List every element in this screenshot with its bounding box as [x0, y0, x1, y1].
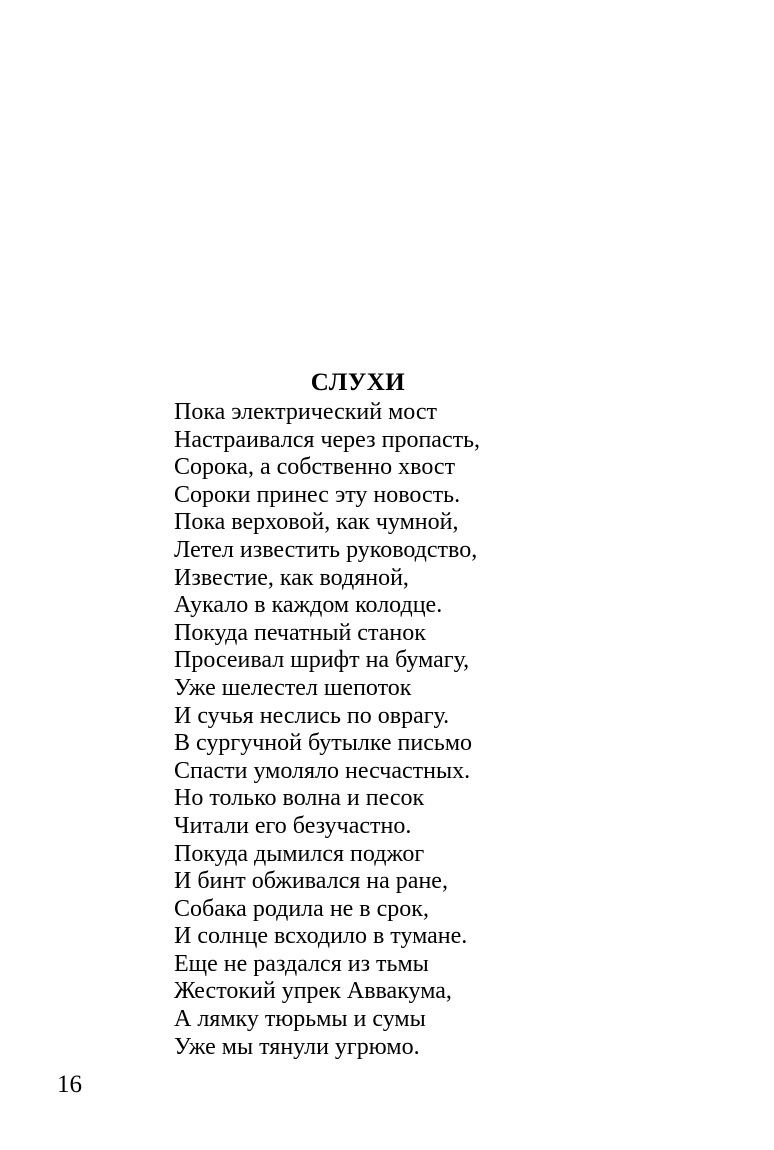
- poem-line: Просеивал шрифт на бумагу,: [174, 647, 470, 674]
- poem-line: В сургучной бутылке письмо: [174, 730, 473, 757]
- poem-line: Уже шелестел шепоток: [174, 674, 412, 701]
- poem-line: Покуда печатный станок: [174, 619, 426, 646]
- poem-line: Настраивался через пропасть,: [174, 426, 481, 453]
- poem-line: Пока электрический мост: [174, 399, 437, 425]
- poem-line: Аукало в каждом колодце.: [174, 592, 443, 619]
- poem-line: И солнце всходило в тумане.: [174, 923, 468, 950]
- poem-line: Пока верховой, как чумной,: [174, 509, 459, 536]
- poem-line: Летел известить руководство,: [174, 536, 478, 563]
- poem-line: И сучья неслись по оврагу.: [174, 702, 450, 729]
- poem-line: Еще не раздался из тьмы: [174, 950, 429, 977]
- poem-line: И бинт обживался на ране,: [174, 868, 448, 895]
- poem-line: Покуда дымился поджог: [174, 840, 425, 867]
- poem-line: А лямку тюрьмы и сумы: [174, 1006, 426, 1033]
- poem-title: СЛУХИ: [310, 369, 406, 396]
- poem-line: Спасти умоляло несчастных.: [174, 757, 471, 784]
- poem-body: [174, 399, 480, 1061]
- poem-line: Читали его безучастно.: [174, 812, 412, 839]
- poem-line: Сороки принес эту новость.: [174, 481, 461, 508]
- poem-line: Известие, как водяной,: [174, 564, 409, 591]
- poem-line: Сорока, а собственно хвост: [174, 454, 456, 481]
- poem-line: Уже мы тянули угрюмо.: [174, 1033, 420, 1060]
- poem-line: Но только волна и песок: [174, 785, 425, 812]
- poem-line: Жестокий упрек Аввакума,: [174, 978, 452, 1005]
- poem-line: Собака родила не в срок,: [174, 895, 429, 922]
- page-number: 16: [57, 1071, 82, 1098]
